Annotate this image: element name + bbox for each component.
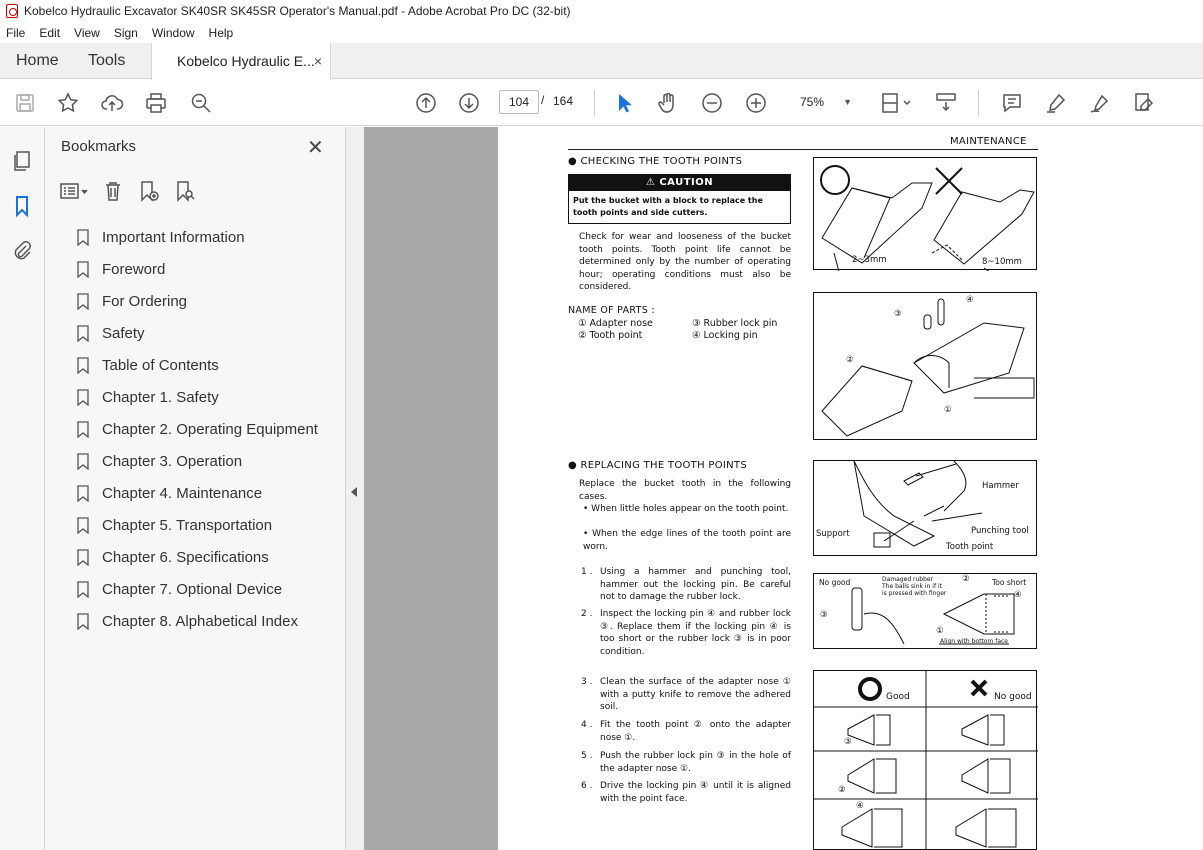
bookmark-item[interactable] — [77, 573, 318, 605]
bookmark-icon — [77, 389, 89, 406]
step-text: Push the rubber lock pin ③ in the hole of the adapter nose ①. — [600, 751, 791, 774]
bookmarks-icon[interactable] — [10, 194, 34, 218]
scroll-mode-icon[interactable] — [934, 91, 958, 115]
tab-home[interactable]: Home — [16, 52, 59, 69]
bookmark-icon — [77, 453, 89, 470]
bookmark-icon — [77, 549, 89, 566]
bookmark-icon — [77, 613, 89, 630]
zoom-select[interactable] — [786, 90, 858, 114]
fig5-good-label: Good — [886, 692, 910, 702]
fig3-tooth-label: Tooth point — [946, 542, 994, 552]
fig5-callout-4: ④ — [856, 801, 864, 811]
page-total: 164 — [553, 94, 574, 108]
zoom-out-icon[interactable] — [700, 91, 724, 115]
print-icon[interactable] — [144, 91, 168, 115]
menu-sign[interactable]: Sign — [113, 25, 138, 40]
part-item: ① Adapter nose — [578, 317, 653, 329]
bookmark-item[interactable] — [77, 221, 318, 253]
replacing-bullet: • When little holes appear on the tooth point. — [583, 504, 789, 514]
bookmark-label: Chapter 8. Alphabetical Index — [102, 612, 298, 630]
fig4-callout-4: ④ — [1014, 590, 1022, 600]
bookmark-item[interactable] — [77, 445, 318, 477]
fig4-damaged-label: Damaged rubber — [882, 576, 934, 583]
step-number: 5 . — [581, 751, 593, 761]
cloud-upload-icon[interactable] — [100, 91, 124, 115]
tab-document[interactable] — [151, 43, 331, 80]
bookmarks-title: Bookmarks — [61, 138, 137, 155]
comment-icon[interactable] — [1000, 91, 1024, 115]
figure-good-nogood — [813, 670, 1037, 850]
bookmark-label: Foreword — [102, 260, 166, 278]
fig4-callout-2: ② — [962, 574, 970, 584]
delete-bookmark-icon[interactable] — [101, 179, 125, 203]
caution-heading: ⚠ CAUTION — [569, 175, 790, 191]
search-zoom-icon[interactable] — [189, 91, 213, 115]
menu-edit[interactable]: Edit — [39, 25, 61, 40]
fig3-hammer-label: Hammer — [982, 481, 1019, 491]
panel-splitter[interactable] — [346, 127, 364, 850]
fig3-support-label: Support — [816, 529, 850, 539]
bookmark-item[interactable] — [77, 381, 318, 413]
toolbar — [0, 80, 1203, 126]
bookmark-item[interactable] — [77, 413, 318, 445]
document-viewport[interactable] — [364, 127, 1203, 850]
caution-box — [568, 174, 791, 224]
select-cursor-icon[interactable] — [612, 91, 636, 115]
fig1-right-dimension: 8~10mm — [982, 257, 1022, 267]
collapse-panel-icon[interactable] — [351, 487, 357, 497]
step-text: Inspect the locking pin ④ and rubber lock ③. Replace them if the locking pin ④ is too short or the rubber lock ③ is in poor condition. — [600, 609, 791, 657]
fig5-nogood-label: No good — [994, 692, 1032, 702]
tab-tools[interactable]: Tools — [88, 52, 126, 69]
part-item: ② Tooth point — [578, 330, 643, 341]
fig4-callout-3: ③ — [820, 610, 828, 620]
zoom-value: 75% — [800, 95, 825, 109]
fig4-callout-1: ① — [936, 626, 944, 636]
step-number: 2 . — [581, 609, 593, 619]
parts-title: NAME OF PARTS : — [568, 305, 655, 316]
bookmark-list — [77, 221, 318, 637]
title-bar — [0, 0, 1203, 22]
star-icon[interactable] — [56, 91, 80, 115]
bookmark-label: Chapter 5. Transportation — [102, 516, 273, 534]
fig5-callout-3: ③ — [844, 737, 852, 747]
tab-document-label: Kobelco Hydraulic E... — [177, 53, 315, 69]
bookmark-label: Chapter 2. Operating Equipment — [102, 420, 318, 438]
bookmark-icon — [77, 517, 89, 534]
sign-icon[interactable] — [1088, 91, 1112, 115]
bookmark-icon — [77, 581, 89, 598]
bookmarks-panel — [45, 127, 346, 850]
bookmark-item[interactable] — [77, 605, 318, 637]
step-number: 1 . — [581, 567, 593, 577]
bookmarks-toolbar — [59, 177, 209, 205]
pdf-page — [498, 127, 1203, 850]
bookmark-search-icon[interactable] — [173, 179, 197, 203]
toolbar-divider — [594, 90, 595, 116]
edit-pdf-icon[interactable] — [1132, 91, 1156, 115]
bookmark-label: Chapter 1. Safety — [102, 388, 219, 406]
page-separator: / — [541, 93, 545, 107]
hand-tool-icon[interactable] — [656, 91, 680, 115]
figure-parts — [813, 292, 1037, 440]
bookmark-label: Chapter 6. Specifications — [102, 548, 269, 566]
menu-bar — [0, 22, 1203, 43]
fig1-left-dimension: 2~3mm — [852, 255, 887, 265]
bookmark-item[interactable] — [77, 349, 318, 381]
bookmark-label: Safety — [102, 324, 145, 342]
bookmark-label: Table of Contents — [102, 356, 219, 374]
next-page-icon[interactable] — [457, 91, 481, 115]
fig4-tooshort-label: Too short — [992, 578, 1027, 587]
menu-file[interactable]: File — [6, 25, 26, 40]
bookmark-label: Chapter 7. Optional Device — [102, 580, 283, 598]
tab-bar — [0, 43, 1203, 79]
attachments-icon[interactable] — [10, 239, 34, 263]
page-fit-icon[interactable] — [880, 91, 914, 115]
bookmark-icon — [77, 293, 89, 310]
fig4-finger-label: is pressed with finger — [882, 590, 947, 597]
step-text: Using a hammer and punching tool, hammer out the locking pin. Be careful not to damage the rubber lock. — [600, 567, 791, 602]
previous-page-icon[interactable] — [414, 91, 438, 115]
replacing-bullet: • When the edge lines of the tooth point are worn. — [583, 529, 791, 552]
step-number: 3 . — [581, 677, 593, 687]
section-checking-title: ● CHECKING THE TOOTH POINTS — [568, 156, 743, 167]
window-title: Kobelco Hydraulic Excavator SK40SR SK45SR Operator's Manual.pdf - Adobe Acrobat Pro DC (32-bit) — [24, 4, 571, 18]
fig2-callout-2: ② — [846, 355, 854, 365]
zoom-in-icon[interactable] — [744, 91, 768, 115]
caution-text: Put the bucket with a block to replace the tooth points and side cutters. — [573, 196, 763, 217]
toolbar-divider — [978, 90, 979, 116]
figure-hammer — [813, 460, 1037, 556]
fig4-balls-label: The balls sink in if it — [882, 583, 942, 590]
fig5-callout-2: ② — [838, 785, 846, 795]
close-panel-icon[interactable]: ✕ — [307, 137, 324, 159]
step-number: 6 . — [581, 781, 593, 791]
bookmark-options-icon[interactable] — [59, 179, 83, 203]
bookmark-item[interactable] — [77, 509, 318, 541]
section-replacing-title: ● REPLACING THE TOOTH POINTS — [568, 460, 747, 471]
fig2-callout-1: ① — [944, 405, 952, 415]
bookmark-icon — [77, 421, 89, 438]
bookmark-label: Chapter 4. Maintenance — [102, 484, 263, 502]
bookmark-item[interactable] — [77, 285, 318, 317]
bookmark-item[interactable] — [77, 253, 318, 285]
figure-tooth-wear — [813, 157, 1037, 270]
bookmark-icon — [77, 261, 89, 278]
chevron-down-icon: ▼ — [843, 97, 852, 107]
bookmark-item[interactable] — [77, 317, 318, 349]
bookmark-icon — [77, 325, 89, 342]
part-item: ④ Locking pin — [692, 330, 758, 341]
fig3-punch-label: Punching tool — [971, 526, 1029, 536]
new-bookmark-icon[interactable] — [137, 179, 161, 203]
bookmark-item[interactable] — [77, 541, 318, 573]
close-tab-icon[interactable]: × — [313, 53, 322, 69]
bookmark-item[interactable] — [77, 477, 318, 509]
fig4-nogood-label: No good — [819, 578, 851, 587]
fig2-callout-4: ④ — [966, 295, 974, 305]
menu-help[interactable]: Help — [208, 25, 234, 40]
replacing-intro: Replace the bucket tooth in the following cases. — [579, 479, 791, 502]
header-rule — [568, 149, 1038, 150]
step-text: Drive the locking pin ④ until it is aligned with the point face. — [600, 781, 791, 804]
bookmark-label: Chapter 3. Operation — [102, 452, 243, 470]
bookmark-icon — [77, 357, 89, 374]
page-number-input[interactable]: 104 — [499, 90, 539, 114]
step-number: 4 . — [581, 720, 593, 730]
navigation-rail — [0, 127, 45, 850]
fig4-align-label: Align with bottom face — [940, 638, 1008, 645]
checking-paragraph: Check for wear and looseness of the bucket tooth points. Tooth point life cannot be determined only by the number of operating hour; operating conditions must also be considered. — [579, 232, 791, 292]
part-item: ③ Rubber lock pin — [692, 317, 778, 329]
bookmark-icon — [77, 229, 89, 246]
bookmark-label: Important Information — [102, 228, 245, 246]
bookmark-icon — [77, 485, 89, 502]
save-icon[interactable] — [13, 91, 37, 115]
highlight-pen-icon[interactable] — [1044, 91, 1068, 115]
parts-list — [568, 305, 792, 343]
step-text: Fit the tooth point ② onto the adapter nose ①. — [600, 720, 791, 743]
page-header: MAINTENANCE — [950, 136, 1027, 147]
step-text: Clean the surface of the adapter nose ① with a putty knife to remove the adhered soil. — [600, 677, 791, 712]
figure-inspection — [813, 573, 1037, 649]
bookmark-label: For Ordering — [102, 292, 188, 310]
acrobat-app-icon — [6, 4, 18, 18]
fig2-callout-3: ③ — [894, 309, 902, 319]
menu-window[interactable]: Window — [151, 25, 195, 40]
menu-view[interactable]: View — [74, 25, 100, 40]
page-thumbnails-icon[interactable] — [10, 149, 34, 173]
